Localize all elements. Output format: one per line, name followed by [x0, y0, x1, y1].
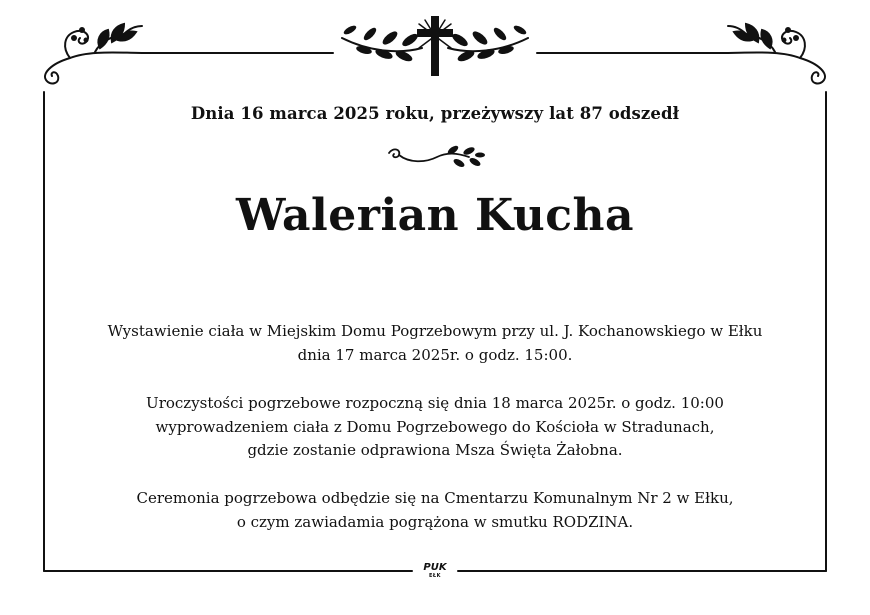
puk-logo	[416, 563, 454, 583]
paragraph-ceremony	[40, 392, 830, 463]
paragraph-burial	[40, 487, 830, 534]
paragraph-line: gdzie zostanie odprawiona Msza Święta Żałobna.	[247, 441, 623, 459]
logo-sub-text: EŁK	[428, 573, 441, 579]
paragraph-line: dnia 17 marca 2025r. o godz. 15:00.	[297, 345, 573, 364]
paragraph-line: Uroczystości pogrzebowe rozpoczną się dnia 18 marca 2025r. o godz. 10:00	[146, 394, 724, 412]
cross-with-laurel-icon	[342, 16, 528, 76]
leaf-sprig-icon	[385, 143, 485, 173]
deceased-name: Walerian Kucha	[235, 190, 635, 241]
corner-flourish-right-icon	[720, 24, 825, 83]
paragraph-viewing	[40, 320, 830, 367]
logo-main-text: PUK	[423, 562, 447, 573]
paragraph-line: Ceremonia pogrzebowa odbędzie się na Cmentarzu Komunalnym Nr 2 w Ełku,	[136, 489, 734, 507]
paragraph-line: wyprowadzeniem ciała z Domu Pogrzebowego do Kościoła w Stradunach,	[155, 417, 715, 436]
paragraph-line: Wystawienie ciała w Miejskim Domu Pogrzebowym przy ul. J. Kochanowskiego w Ełku	[107, 322, 763, 340]
death-announcement-headline: Dnia 16 marca 2025 roku, przeżywszy lat 87 odszedł	[190, 104, 680, 123]
corner-flourish-left-icon	[45, 24, 150, 83]
paragraph-line: o czym zawiadamia pogrążona w smutku RODZINA.	[236, 512, 634, 531]
